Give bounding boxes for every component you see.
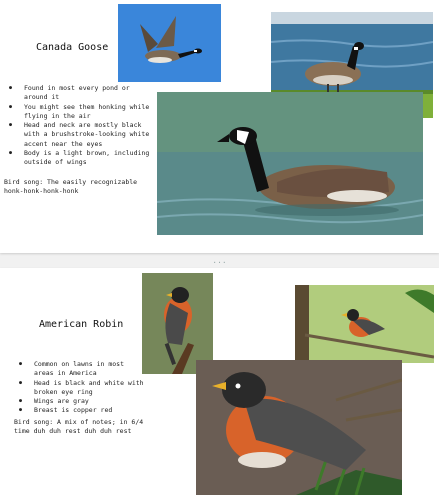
list-item: ● Head is black and white with broken eye ring — [16, 379, 144, 398]
list-item: ● You might see them honking while flying in the air — [6, 103, 151, 122]
facts-list — [16, 360, 144, 416]
slide-separator: ... — [212, 256, 227, 265]
slide-american-robin[interactable] — [0, 268, 439, 500]
facts-list — [6, 84, 151, 168]
slide-title: American Robin — [39, 319, 124, 330]
list-item: ● Body is a light brown, including outside of wings — [6, 149, 151, 168]
bird-song-text: Bird song: The easily recognizable honk-honk-honk-honk — [4, 178, 138, 196]
list-item: ● Breast is copper red — [16, 406, 144, 415]
list-item: ● Common on lawns in most areas in America — [16, 360, 144, 379]
slide-title: Canada Goose — [36, 42, 109, 53]
list-item: ● Found in most every pond or around it — [6, 84, 151, 103]
robin-perched-photo[interactable] — [142, 273, 213, 374]
bird-song-text: Bird song: A mix of notes; in 6/4 time duh duh rest duh duh rest — [14, 418, 144, 436]
list-item: ● Wings are gray — [16, 397, 144, 406]
goose-swimming-photo[interactable] — [157, 92, 423, 235]
robin-branch-photo[interactable] — [295, 285, 434, 363]
goose-flying-photo[interactable] — [118, 4, 221, 82]
list-item: ● Head and neck are mostly black with a brushstroke-looking white accent near the eyes — [6, 121, 151, 149]
robin-closeup-photo[interactable] — [196, 360, 402, 495]
